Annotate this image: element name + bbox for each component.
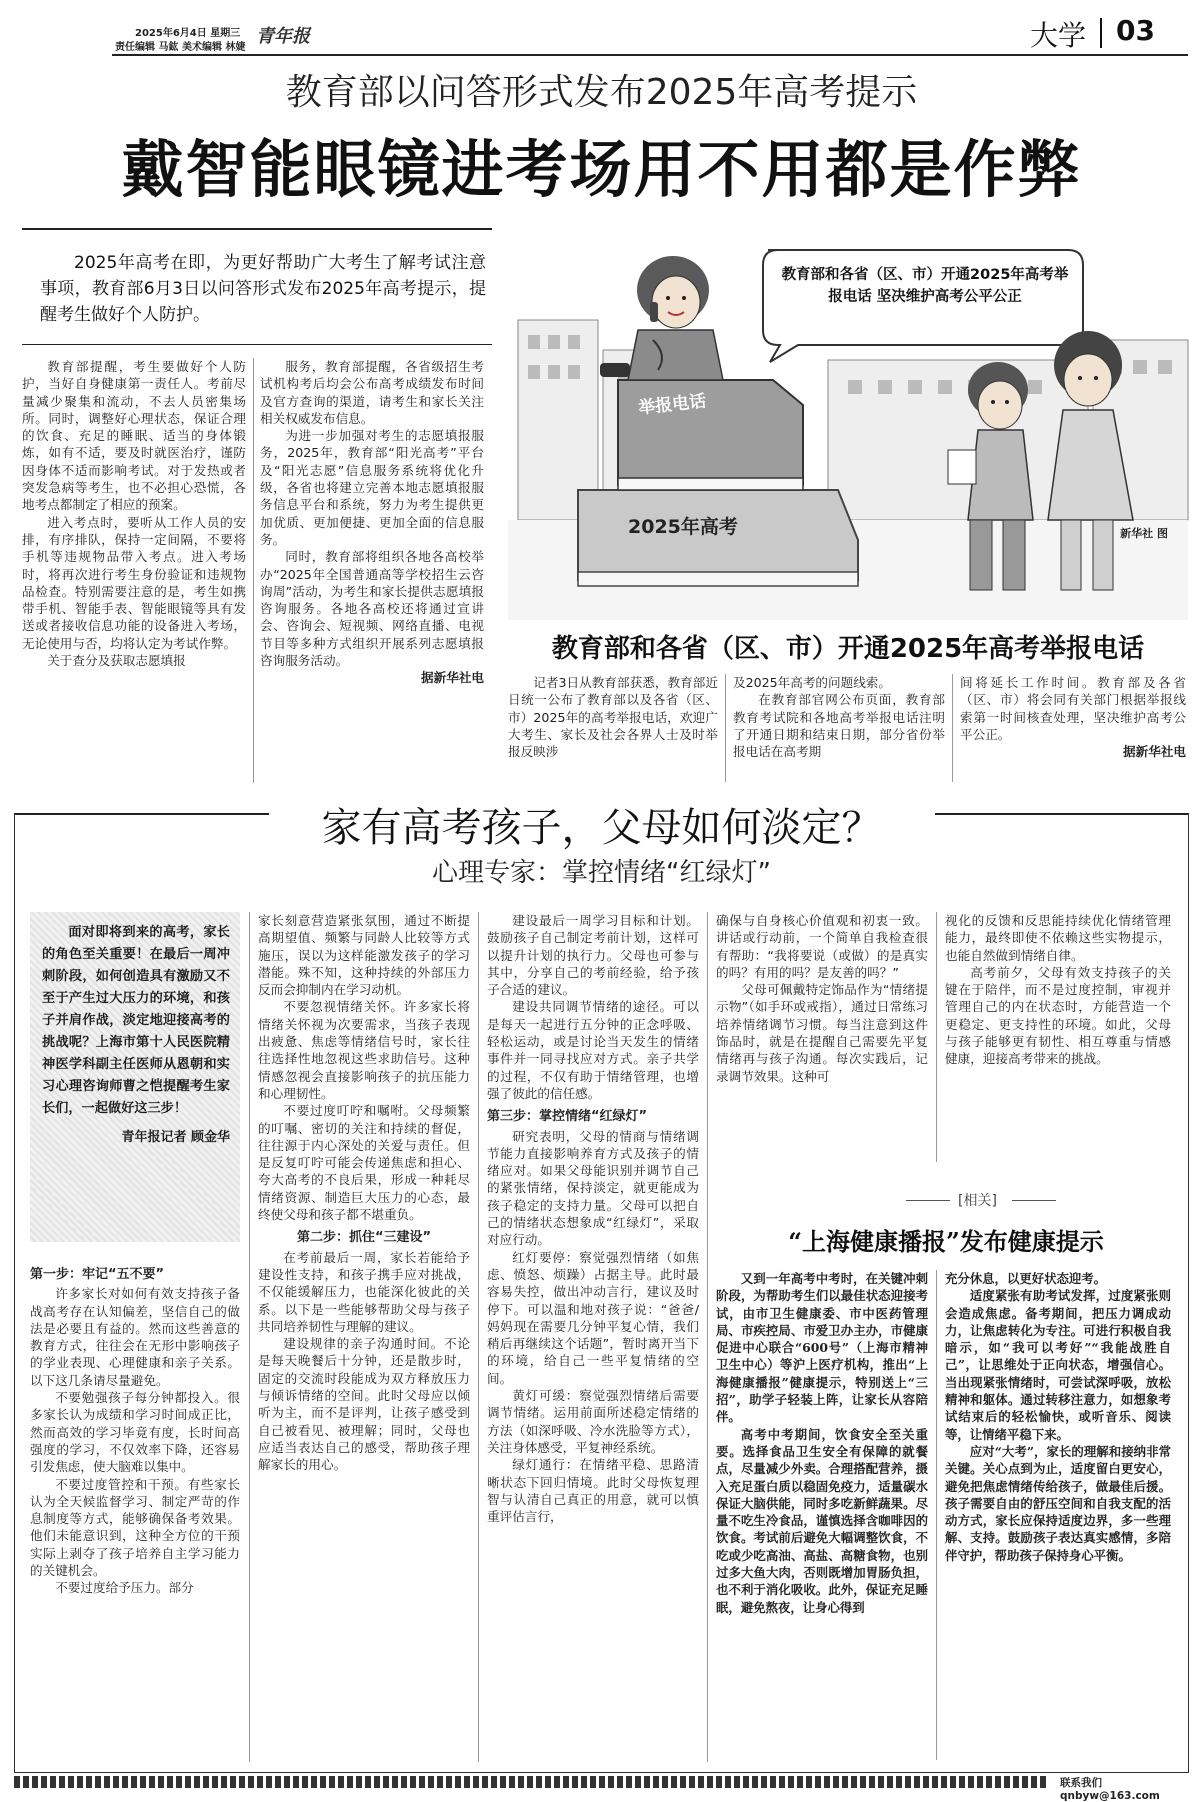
column-divider — [952, 674, 953, 782]
related-tag-label: 相关 — [963, 1193, 992, 1209]
cartoon-exam-book-label: 2025年高考 — [628, 516, 738, 538]
story4-para: 高考中考期间，饮食安全至关重要。选择食品卫生安全有保障的就餐点，尽量减少外卖。合理搭配营养，摄入充足蛋白质以稳固免疫力，适量碳水保证大脑供能，同时多吃新鲜蔬果。尽量不吃生冷食品，谨慎选择含咖啡因的饮食。考试前后避免大幅调整饮食，不吃或少吃高油、高盐、高糖食物，也别过多大鱼大肉，否则既增加胃肠负担，也不利于消化吸收。此外，保证充足睡眠，避免熬夜，让身心得到 — [716, 1426, 928, 1615]
story1-headline: 戴智能眼镜进考场用不用都是作弊 — [121, 133, 1082, 206]
story1-para: 服务，教育部提醒，各省级招生考试机构考后均会公布高考成绩发布时间及官方查询的渠道，请考生和家长关注相关权威发布信息。 — [260, 359, 484, 426]
story1-lead-box — [22, 228, 492, 345]
story3-para: 建设规律的亲子沟通时间。不论是每天晚餐后十分钟，还是散步时，固定的交流时段能成为双方释放压力与倾诉情绪的空间。此时父母应以倾听为主，而不是评判，让孩子感受到自己被看见、被理解；同时，父母也应适当表达自己的感受，帮助孩子理解家长的用心。 — [258, 1336, 470, 1473]
story1-para: 关于查分及获取志愿填报 — [47, 653, 186, 669]
masthead-logo: 青年报 — [256, 26, 310, 47]
column-divider — [249, 912, 250, 1762]
story3-para: 不要勉强孩子每分钟都投入。很多家长认为成绩和学习时间成正比，然而高效的学习毕竟有度，长时间高强度的学习，不仅效率下降，还容易引发焦虑，使大脑难以集中。 — [30, 1390, 240, 1475]
column-divider — [936, 912, 937, 1162]
story1-kicker: 教育部以问答形式发布2025年高考提示 — [285, 72, 918, 113]
story2-col3 — [960, 674, 1186, 760]
story3-para: 不要过度管控和干预。有些家长认为全天候监督学习、制定严苛的作息制度等方式，能够确保备考效果。他们未能意识到，这种全方位的干预实际上剥夺了孩子培养自主学习能力的关键机会。 — [30, 1476, 240, 1579]
story2-para: 在教育部官网公布页面，教育部教育考试院和各地高考举报电话注明了开通日期和结束日期，部分省份举报电话在高考期 — [733, 692, 945, 760]
story2-headline: 教育部和各省（区、市）开通2025年高考举报电话 — [551, 634, 1145, 664]
story2-para: 及2025年高考的问题线索。 — [733, 675, 891, 690]
story1-para: 进入考点时，要听从工作人员的安排，有序排队，保持一定间隔，不要将手机等违规物品带入考点。进入考场时，将再次进行考生身份验证和违规物品检查。特别需要注意的是，考生如携带手机、智能手表、智能眼镜等具有发送或者接收信息功能的设备进入考场，无论使用与否，均将认定为考试作弊。 — [22, 514, 246, 651]
related-rule-left — [906, 1200, 950, 1201]
story3-col1 — [30, 1260, 240, 1597]
section-label: 大学 — [1030, 19, 1087, 52]
related-tag: [相关] — [958, 1193, 997, 1209]
story1-para: 为进一步加强对考生的志愿填报服务，2025年，教育部“阳光高考”平台及“阳光志愿”信息服务系统将优化升级，各省也将建立完善本地志愿填报服务信息平台和系统，努力为考生提供更加优质、更加便捷、更加全面的信息服务。 — [260, 428, 484, 547]
footer-contact: 联系我们 qnbyw@163.com — [1060, 1777, 1160, 1802]
related-tag-row — [716, 1190, 1176, 1210]
story3-intro: 面对即将到来的高考，家长的角色至关重要！在最后一周冲刺阶段，如何创造具有激励又不至于产生过大压力的环境，和孩子并肩作战，淡定地迎接高考的挑战呢？上海市第十人民医院精神医学科副主任医师从恩朝和实习心理咨询师曹之恺提醒考生家长们，一起做好这三步！ — [42, 925, 230, 1116]
story4-headline: “上海健康播报”发布健康提示 — [788, 1227, 1104, 1256]
story2-para: 记者3日从教育部获悉，教育部近日统一公布了教育部以及各省（区、市）2025年的高考举报电话，欢迎广大考生、家长及社会各界人士及时举报反映涉 — [508, 675, 718, 760]
story3-col2 — [258, 912, 470, 1474]
cartoon-phone-book-label: 举报电话 — [637, 391, 708, 419]
story3-para: 父母可佩戴特定饰品作为“情绪提示物”（如手环或戒指），通过日常练习培养情绪调节习惯。每当注意到这件饰品时，就是在提醒自己需要先平复情绪再与孩子沟通。每次实践后，记录调节效果。这种可 — [716, 982, 928, 1084]
story4-col1 — [716, 1270, 928, 1616]
story3-subhead: 心理专家：掌控情绪“红绿灯” — [432, 858, 771, 888]
related-rule-right — [1012, 1200, 1056, 1201]
story4-para: 又到一年高考中考时，在关键冲刺阶段，为帮助考生们以最佳状态迎接考试，由市卫生健康委、市中医药管理局、市疾控局、市爱卫办主办，市健康促进中心联合“600号”（上海市精神卫生中心）等沪上医疗机构，推出“上海健康播报”健康提示，特别送上“三招”，助学子轻装上阵，让家长从容陪伴。 — [716, 1271, 928, 1425]
story3-para: 许多家长对如何有效支持孩子备战高考存在认知偏差，坚信自己的做法是必要且有益的。然而这些善意的教育方式，往往会在无形中影响孩子的学业表现、心理健康和亲子关系。以下这几条请尽量避免。 — [30, 1286, 240, 1388]
masthead — [0, 0, 1203, 52]
story3-headline: 家有高考孩子，父母如何淡定？ — [321, 805, 882, 851]
story4-para: 应对“大考”，家长的理解和接纳非常关键。关心点到为止，适度留白更安心，避免把焦虑情绪传给孩子，做最佳后援。孩子需要自由的舒压空间和自我支配的活动方式，家长应保持适度边界，多一些理解、支持。鼓励孩子表达真实感情，多陪伴守护，帮助孩子保持身心平衡。 — [945, 1443, 1171, 1563]
story3-intro-box — [30, 912, 240, 1242]
story1-para: 同时，教育部将组织各地各高校举办“2025年全国普通高等学校招生云咨询周”活动，为考生和家长提供志愿填报咨询服务。各地各高校还将通过宣讲会、咨询会、短视频、网络直播、电视节目等多种方式组织开展系列志愿填报咨询服务活动。 — [260, 549, 484, 669]
masthead-date: 2025年6月4日 星期三 — [135, 28, 241, 39]
story3-para: 确保与自身核心价值观和初衷一致。讲话或行动前，一个简单自我检查很有帮助：“我将要说（或做）的是真实的吗？有用的吗？是友善的吗？” — [716, 913, 928, 980]
step2-title: 第二步：抓住“三建设” — [296, 1230, 432, 1246]
masthead-rule — [112, 54, 1188, 56]
story3-para: 研究表明，父母的情商与情绪调节能力直接影响养育方式及孩子的情绪应对。如果父母能识别并调节自己的紧张情绪，保持淡定，就更能成为孩子稳定的支持力量。父母可以把自己的情绪状态想象成“红绿灯”，采取对应行动。 — [487, 1128, 699, 1248]
story3-para: 黄灯可缓：察觉强烈情绪后需要调节情绪。运用前面所述稳定情绪的方法（如深呼吸、冷水洗脸等方式），关注身体感受，平复神经系统。 — [487, 1388, 699, 1455]
story3-para: 不要过度给予压力。部分 — [55, 1580, 194, 1596]
column-divider — [253, 358, 254, 783]
story1-col1 — [22, 358, 246, 669]
section-divider — [1100, 18, 1102, 48]
story3-para: 建设最后一周学习目标和计划。鼓励孩子自己制定考前计划，这样可以提升计划的执行力。父母也可参与其中，分享自己的考前经验，给予孩子合适的建议。 — [487, 913, 699, 998]
story3-para: 在考前最后一周，家长若能给予建设性支持，和孩子携手应对挑战，不仅能缓解压力，也能深化彼此的关系。以下是一些能够帮助父母与孩子共同培养韧性与理解的建议。 — [258, 1249, 470, 1334]
story3-para: 不要过度叮咛和嘱咐。父母频繁的叮嘱、密切的关注和持续的督促，往往源于内心深处的关爱与责任。但是反复叮咛可能会传递焦虑和担心、夸大高考的不良后果，形成一种耗尽情绪资源、制造巨大压力的心态，最终使父母和孩子都不堪重负。 — [258, 1103, 470, 1223]
column-divider — [478, 912, 479, 1762]
cartoon-credit: 新华社 图 — [1120, 527, 1168, 540]
story1-para: 教育部提醒，考生要做好个人防护，当好自身健康第一责任人。考前尽量减少聚集和流动，不去人员密集场所。同时，调整好心理状态，保证合理的饮食、充足的睡眠、适当的身体锻炼，如有不适，要及时就医治疗，谨防因身体不适而影响考试。对于发热或者突发急病等考生，也不必担心恐慌，各地考点都制定了相应的预案。 — [22, 359, 246, 513]
cartoon-speech-bubble-text: 教育部和各省（区、市）开通2025年高考举报电话 坚决维护高考公平公正 — [781, 267, 1069, 305]
cartoon-illustration — [508, 240, 1188, 620]
story3-para: 高考前夕，父母有效支持孩子的关键在于陪伴，而不是过度控制，审视并管理自己的内在状态时，方能营造一个更稳定、更支持性的环境。如此，父母与孩子能够更有韧性、相互尊重与情感健康，迎接高考带来的挑战。 — [945, 964, 1171, 1067]
story3-para: 不要忽视情绪关怀。许多家长将情绪关怀视为次要需求，当孩子表现出疲惫、焦虑等情绪信号时，家长往往选择性地忽视这些求助信号。这种情感忽视会直接影响孩子的抗压能力和心理韧性。 — [258, 999, 470, 1101]
column-divider — [936, 1270, 937, 1760]
story2-source: 据新华社电 — [1123, 744, 1186, 760]
story1-col2 — [260, 358, 484, 687]
story2-col1 — [508, 674, 718, 760]
story3-col3 — [487, 912, 699, 1525]
story3-para: 建设共同调节情绪的途径。可以是每天一起进行五分钟的正念呼吸、轻松运动，或是讨论当天发生的情绪事件并一同寻找应对方式。亲子共学的过程，不仅有助于情绪管理，也增强了彼此的信任感。 — [487, 999, 699, 1101]
story3-para: 家长刻意营造紧张氛围，通过不断提高期望值、频繁与同龄人比较等方式施压，误以为这样能激发孩子的学习潜能。殊不知，这种持续的外部压力反而会抑制内在学习动机。 — [258, 913, 470, 998]
story3-byline: 青年报记者 顾金华 — [121, 1130, 230, 1145]
page-number: 03 — [1116, 14, 1155, 47]
story1-lead: 2025年高考在即，为更好帮助广大考生了解考试注意事项，教育部6月3日以问答形式发布2025年高考提示，提醒考生做好个人防护。 — [40, 253, 486, 325]
story3-para: 视化的反馈和反思能持续优化情绪管理能力，最终即使不依赖这些实物提示，也能自然做到情绪自律。 — [945, 913, 1171, 963]
column-divider — [725, 674, 726, 782]
story3-para: 红灯要停：察觉强烈情绪（如焦虑、愤怒、烦躁）占据主导。此时最容易失控，做出冲动言行，建议及时停下。可以温和地对孩子说：“爸爸/妈妈现在需要几分钟平复心情，我们稍后再继续这个话题”，暂时离开当下的环境，给自己一些平复情绪的空间。 — [487, 1249, 699, 1386]
story3-para: 绿灯通行：在情绪平稳、思路清晰状态下回归情境。此时父母恢复理智与认清自己真正的用意，就可以慎重评估言行， — [487, 1457, 699, 1525]
column-divider — [707, 912, 708, 1762]
story3-col4 — [716, 912, 928, 1085]
story2-para: 间将延长工作时间。教育部及各省（区、市）将会同有关部门根据举报线索第一时间核查处理，坚决维护高考公平公正。 — [960, 675, 1186, 742]
story3-col5 — [945, 912, 1171, 1068]
story2-col2 — [733, 674, 945, 760]
masthead-editors: 责任编辑 马鈜 美术编辑 林婕 — [115, 42, 246, 53]
story4-col2 — [945, 1270, 1171, 1564]
footer-bars — [14, 1776, 1049, 1788]
step3-title: 第三步：掌控情绪“红绿灯” — [487, 1109, 648, 1125]
story1-source: 据新华社电 — [421, 670, 484, 686]
story4-para: 充分休息，以更好状态迎考。 — [945, 1271, 1107, 1286]
step1-title: 第一步：牢记“五不要” — [30, 1267, 165, 1282]
story4-para: 适度紧张有助考试发挥，过度紧张则会造成焦虑。备考期间，把压力调成动力，让焦虑转化为专注。可进行积极自我暗示，如“我可以考好”“我能战胜自己”，让思维处于正向状态，增强信心。当出现紧张情绪时，可尝试深呼吸，放松精神和躯体。通过转移注意力，如想象考试结束后的轻松愉快，或听音乐、阅读等，让情绪平稳下来。 — [945, 1288, 1171, 1442]
